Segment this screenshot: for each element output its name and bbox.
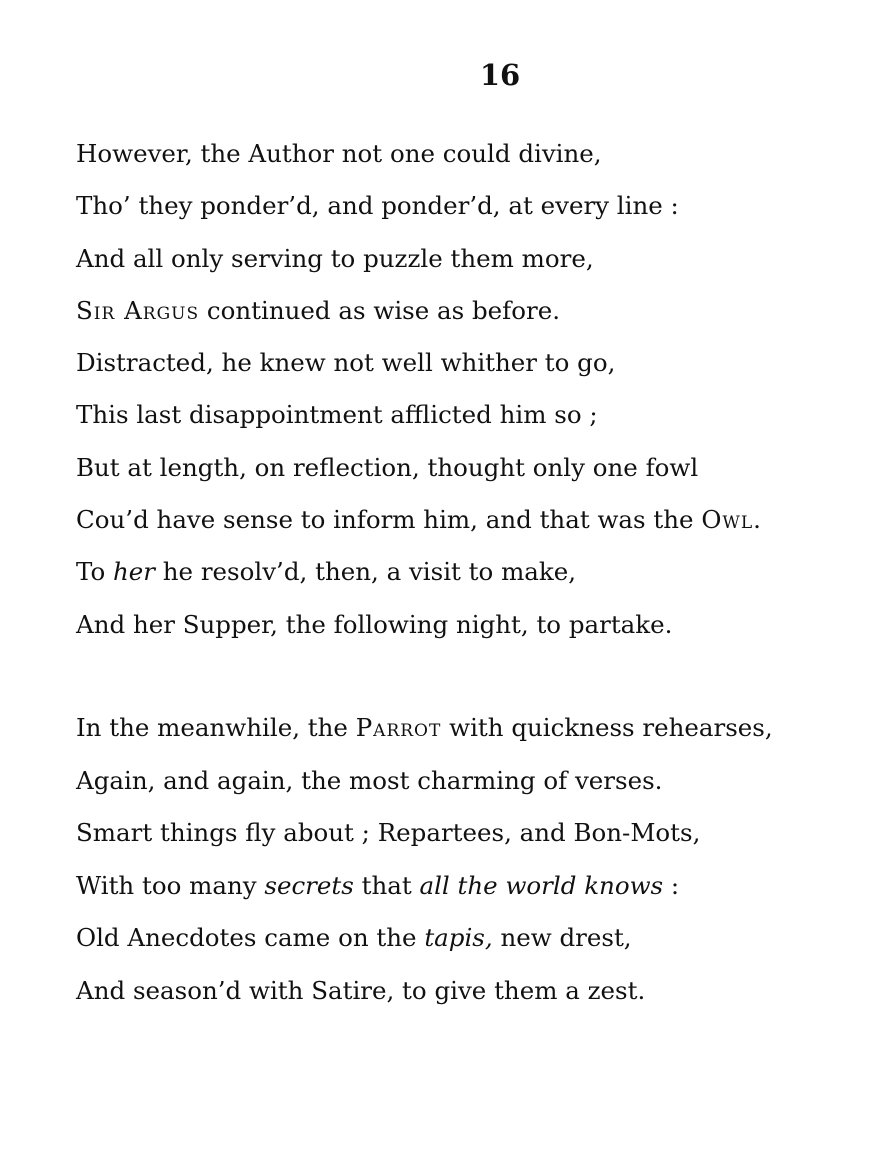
- italic-word: secrets: [264, 870, 354, 900]
- verse-line: Cou’d have sense to inform him, and that was the Owl.: [76, 505, 761, 535]
- stanza: [76, 128, 761, 651]
- verse-line: Tho’ they ponder’d, and ponder’d, at every line :: [76, 191, 679, 221]
- verse-line: Again, and again, the most charming of verses.: [76, 765, 663, 795]
- stanza: [76, 702, 773, 1018]
- italic-word: her: [112, 557, 155, 587]
- character-name: Sir Argus: [76, 295, 200, 325]
- italic-phrase: all the world knows: [419, 870, 664, 900]
- verse-line: This last disappointment afflicted him so ;: [76, 400, 598, 430]
- character-name: Owl: [701, 505, 754, 535]
- page-number: 16: [479, 58, 521, 92]
- verse-line: Smart things fly about ; Repartees, and Bon-Mots,: [76, 818, 701, 848]
- verse-line: But at length, on reflection, thought only one fowl: [76, 452, 699, 482]
- verse-line: However, the Author not one could divine,: [76, 139, 602, 168]
- verse-line: And season’d with Satire, to give them a zest.: [76, 975, 646, 1005]
- verse-line: And all only serving to puzzle them more,: [76, 243, 594, 273]
- verse-line: Old Anecdotes came on the tapis, new drest,: [76, 923, 632, 953]
- verse-line: With too many secrets that all the world knows :: [76, 870, 680, 900]
- verse-line: To her he resolv’d, then, a visit to make,: [76, 557, 577, 587]
- verse-line: And her Supper, the following night, to partake.: [76, 609, 673, 639]
- verse-line: Distracted, he knew not well whither to go,: [76, 348, 616, 378]
- verse-line: Sir Argus continued as wise as before.: [76, 295, 560, 325]
- verse-line: In the meanwhile, the Parrot with quickness rehearses,: [76, 713, 773, 742]
- character-name: Parrot: [355, 713, 442, 742]
- italic-word: tapis,: [424, 923, 493, 953]
